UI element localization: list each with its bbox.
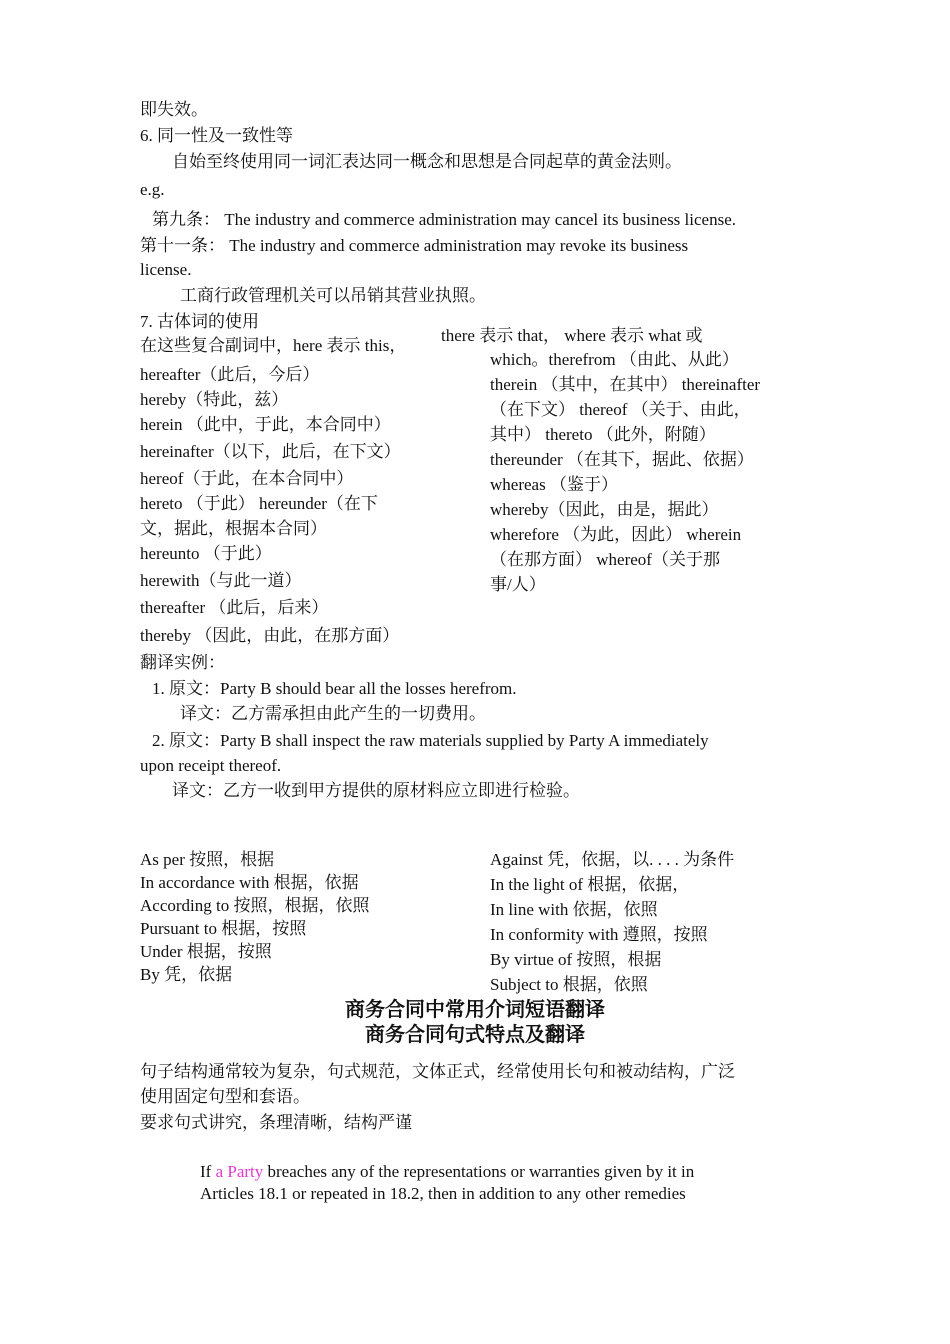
quote-text: breaches any of the representations or warranties given by it in <box>263 1162 695 1181</box>
text-line: hereby（特此，兹） <box>140 390 289 409</box>
list-item: In conformity with 遵照，按照 <box>490 925 708 944</box>
text-line: herewith（与此一道） <box>140 571 302 590</box>
text-line: thereunder （在其下，据此、依据） <box>490 450 754 469</box>
page-title: 商务合同中常用介词短语翻译 <box>345 999 605 1021</box>
quote-line <box>200 1160 694 1184</box>
text-line: wherefore （为此，因此） wherein <box>490 525 742 544</box>
example-translation: 译文：乙方一收到甲方提供的原材料应立即进行检验。 <box>172 781 580 800</box>
text-line: hereunto （于此） <box>140 544 272 563</box>
text-line: there 表示 that， where 表示 what 或 <box>441 326 703 345</box>
archaic-right-column <box>490 348 820 598</box>
text-line: upon receipt thereof. <box>140 756 282 775</box>
list-item: In the light of 根据，依据， <box>490 875 690 894</box>
quote-line: Articles 18.1 or repeated in 18.2, then in addition to any other remedies <box>200 1184 686 1203</box>
text-line: 事/人） <box>490 575 546 594</box>
text-line: 即失效。 <box>140 100 208 119</box>
text-line: hereof（于此，在本合同中） <box>140 469 354 488</box>
prep-right-column <box>490 848 820 998</box>
text-line: thereby （因此，由此，在那方面） <box>140 626 400 645</box>
example-original: 2. 原文：Party B shall inspect the raw materials supplied by Party A immediately <box>152 731 709 750</box>
text-line: herein （此中，于此，本合同中） <box>140 415 391 434</box>
list-item: Subject to 根据，依照 <box>490 975 648 994</box>
example-translation: 译文：乙方需承担由此产生的一切费用。 <box>180 704 486 723</box>
text-line: 第九条： The industry and commerce administration may cancel its business license. <box>152 210 736 229</box>
text-line: hereto （于此） hereunder（在下 <box>140 494 378 513</box>
list-item: In accordance with 根据，依据 <box>140 873 359 892</box>
prep-left-column <box>140 848 460 986</box>
section-heading: 7. 古体词的使用 <box>140 312 259 331</box>
text-line: hereinafter（以下，此后，在下文） <box>140 442 401 461</box>
text-line: whereby（因此，由是，据此） <box>490 500 719 519</box>
text-line: 要求句式讲究，条理清晰，结构严谨 <box>140 1113 412 1132</box>
text-line: thereafter （此后，后来） <box>140 598 329 617</box>
text-line: 自始至终使用同一词汇表达同一概念和思想是合同起草的黄金法则。 <box>172 152 682 171</box>
text-line: 其中） thereto （此外，附随） <box>490 425 716 444</box>
section-heading: 翻译实例： <box>140 653 225 672</box>
text-line: license. <box>140 260 192 279</box>
page-subtitle: 商务合同句式特点及翻译 <box>365 1024 585 1046</box>
text-line: whereas （鉴于） <box>490 475 618 494</box>
archaic-left-column <box>140 334 440 649</box>
text-line: hereafter（此后，今后） <box>140 365 320 384</box>
text-line: 工商行政管理机关可以吊销其营业执照。 <box>180 286 486 305</box>
section-heading: 6. 同一性及一致性等 <box>140 126 293 145</box>
text-line: 句子结构通常较为复杂，句式规范，文体正式，经常使用长句和被动结构，广泛 <box>140 1062 735 1081</box>
list-item: According to 按照，根据，依照 <box>140 896 370 915</box>
text-line: （在那方面） whereof（关于那 <box>490 550 720 569</box>
text-line: 在这些复合副词中，here 表示 this， <box>140 336 407 355</box>
list-item: In line with 依据，依照 <box>490 900 658 919</box>
list-item: By 凭，依据 <box>140 965 233 984</box>
list-item: By virtue of 按照，根据 <box>490 950 662 969</box>
list-item: Against 凭，依据，以. . . . 为条件 <box>490 850 735 869</box>
text-line: 文，据此，根据本合同） <box>140 519 327 538</box>
text-line: e.g. <box>140 180 165 199</box>
text-line: therein （其中，在其中） thereinafter <box>490 375 761 394</box>
list-item: Under 根据，按照 <box>140 942 272 961</box>
list-item: Pursuant to 根据，按照 <box>140 919 307 938</box>
list-item: As per 按照，根据 <box>140 850 275 869</box>
highlighted-term: a Party <box>215 1162 264 1181</box>
text-line: 第十一条： The industry and commerce administration may revoke its business <box>140 236 689 255</box>
quote-text: If <box>200 1162 216 1181</box>
example-original: 1. 原文：Party B should bear all the losses herefrom. <box>152 679 517 698</box>
text-line: which。therefrom （由此、从此） <box>490 350 739 369</box>
text-line: （在下文） thereof （关于、由此， <box>490 400 751 419</box>
text-line: 使用固定句型和套语。 <box>140 1087 310 1106</box>
